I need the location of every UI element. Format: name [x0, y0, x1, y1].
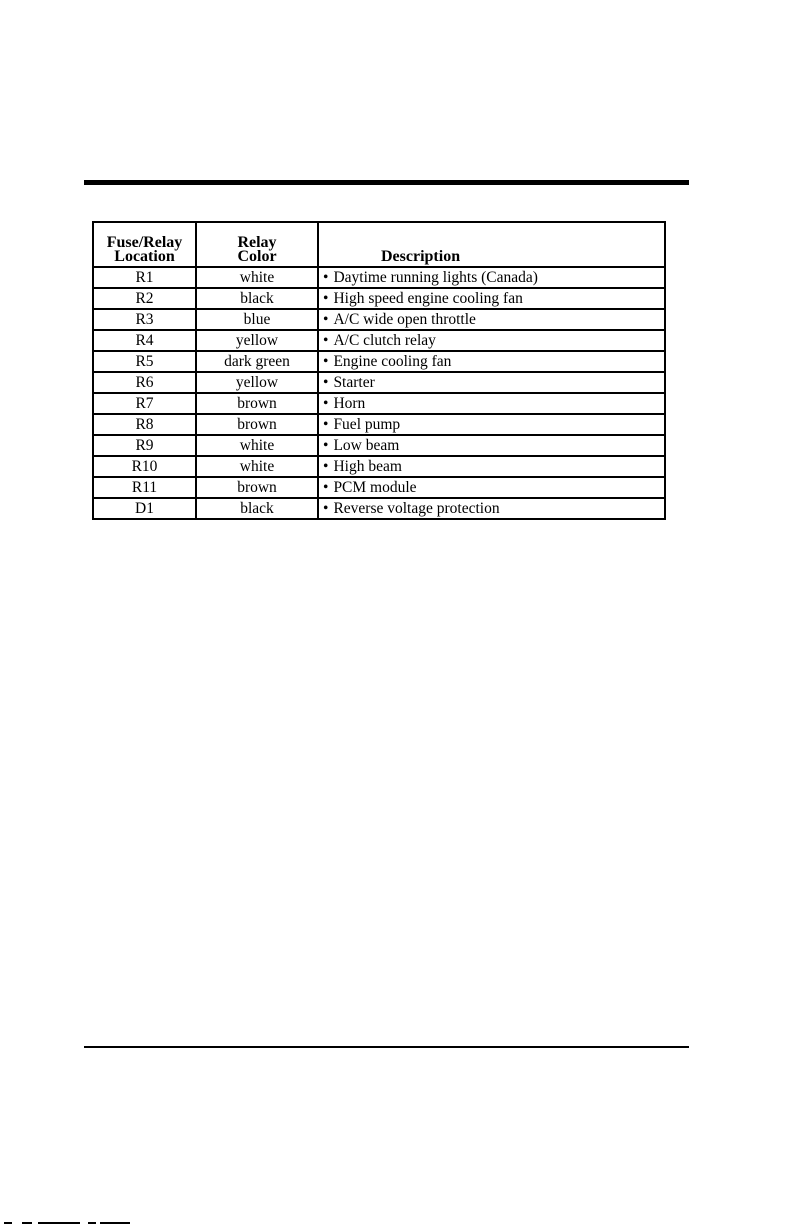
table-header-row	[93, 222, 665, 267]
description-text: A/C wide open throttle	[333, 310, 476, 328]
table-row	[93, 435, 665, 456]
cell-description	[318, 477, 665, 498]
scan-artifact	[0, 1220, 140, 1225]
description-text: Daytime running lights (Canada)	[333, 268, 538, 286]
cell-location: R8	[93, 414, 196, 435]
cell-location: R11	[93, 477, 196, 498]
cell-color: brown	[196, 477, 318, 498]
cell-description	[318, 393, 665, 414]
bullet-icon: •	[323, 478, 329, 496]
cell-location: D1	[93, 498, 196, 519]
cell-description	[318, 330, 665, 351]
bullet-icon: •	[323, 499, 329, 517]
fuse-relay-table	[92, 221, 666, 520]
cell-color: brown	[196, 414, 318, 435]
description-text: Reverse voltage protection	[333, 499, 500, 517]
description-text: PCM module	[333, 478, 417, 496]
description-text: High speed engine cooling fan	[333, 289, 523, 307]
description-text: A/C clutch relay	[333, 331, 436, 349]
cell-location: R3	[93, 309, 196, 330]
cell-description	[318, 456, 665, 477]
cell-location: R4	[93, 330, 196, 351]
bullet-icon: •	[323, 268, 329, 286]
bullet-icon: •	[323, 289, 329, 307]
cell-description	[318, 435, 665, 456]
cell-location: R2	[93, 288, 196, 309]
table-row	[93, 267, 665, 288]
description-text: Engine cooling fan	[333, 352, 452, 370]
table-row	[93, 288, 665, 309]
table-row	[93, 351, 665, 372]
cell-color: black	[196, 498, 318, 519]
cell-color: white	[196, 435, 318, 456]
cell-color: yellow	[196, 330, 318, 351]
header-location-line1: Fuse/Relay	[106, 234, 183, 251]
bottom-rule	[84, 1046, 689, 1048]
header-color-line2: Color	[237, 248, 277, 265]
cell-location: R10	[93, 456, 196, 477]
cell-color: black	[196, 288, 318, 309]
table-body	[93, 267, 665, 519]
cell-location: R6	[93, 372, 196, 393]
cell-location: R5	[93, 351, 196, 372]
bullet-icon: •	[323, 436, 329, 454]
cell-description	[318, 498, 665, 519]
top-rule	[84, 180, 689, 185]
cell-description	[318, 309, 665, 330]
bullet-icon: •	[323, 310, 329, 328]
description-text: Fuel pump	[333, 415, 401, 433]
description-text: Starter	[333, 373, 375, 391]
cell-description	[318, 288, 665, 309]
bullet-icon: •	[323, 457, 329, 475]
bullet-icon: •	[323, 415, 329, 433]
bullet-icon: •	[323, 331, 329, 349]
cell-color: blue	[196, 309, 318, 330]
bullet-icon: •	[323, 352, 329, 370]
description-text: High beam	[333, 457, 402, 475]
table-row	[93, 498, 665, 519]
cell-color: white	[196, 456, 318, 477]
table-row	[93, 414, 665, 435]
cell-location: R7	[93, 393, 196, 414]
bullet-icon: •	[323, 373, 329, 391]
description-text: Horn	[333, 394, 366, 412]
table-row	[93, 456, 665, 477]
table-row	[93, 309, 665, 330]
cell-location: R9	[93, 435, 196, 456]
cell-color: white	[196, 267, 318, 288]
cell-color: yellow	[196, 372, 318, 393]
cell-description	[318, 351, 665, 372]
header-description: Description	[318, 222, 665, 267]
table-row	[93, 477, 665, 498]
table-row	[93, 372, 665, 393]
cell-location: R1	[93, 267, 196, 288]
table-row	[93, 330, 665, 351]
header-location	[93, 222, 196, 267]
header-color	[196, 222, 318, 267]
header-color-line1: Relay	[237, 234, 277, 251]
bullet-icon: •	[323, 394, 329, 412]
cell-description	[318, 267, 665, 288]
cell-description	[318, 414, 665, 435]
header-location-line2: Location	[114, 248, 175, 265]
cell-color: brown	[196, 393, 318, 414]
cell-color: dark green	[196, 351, 318, 372]
table-row	[93, 393, 665, 414]
description-text: Low beam	[333, 436, 400, 454]
cell-description	[318, 372, 665, 393]
